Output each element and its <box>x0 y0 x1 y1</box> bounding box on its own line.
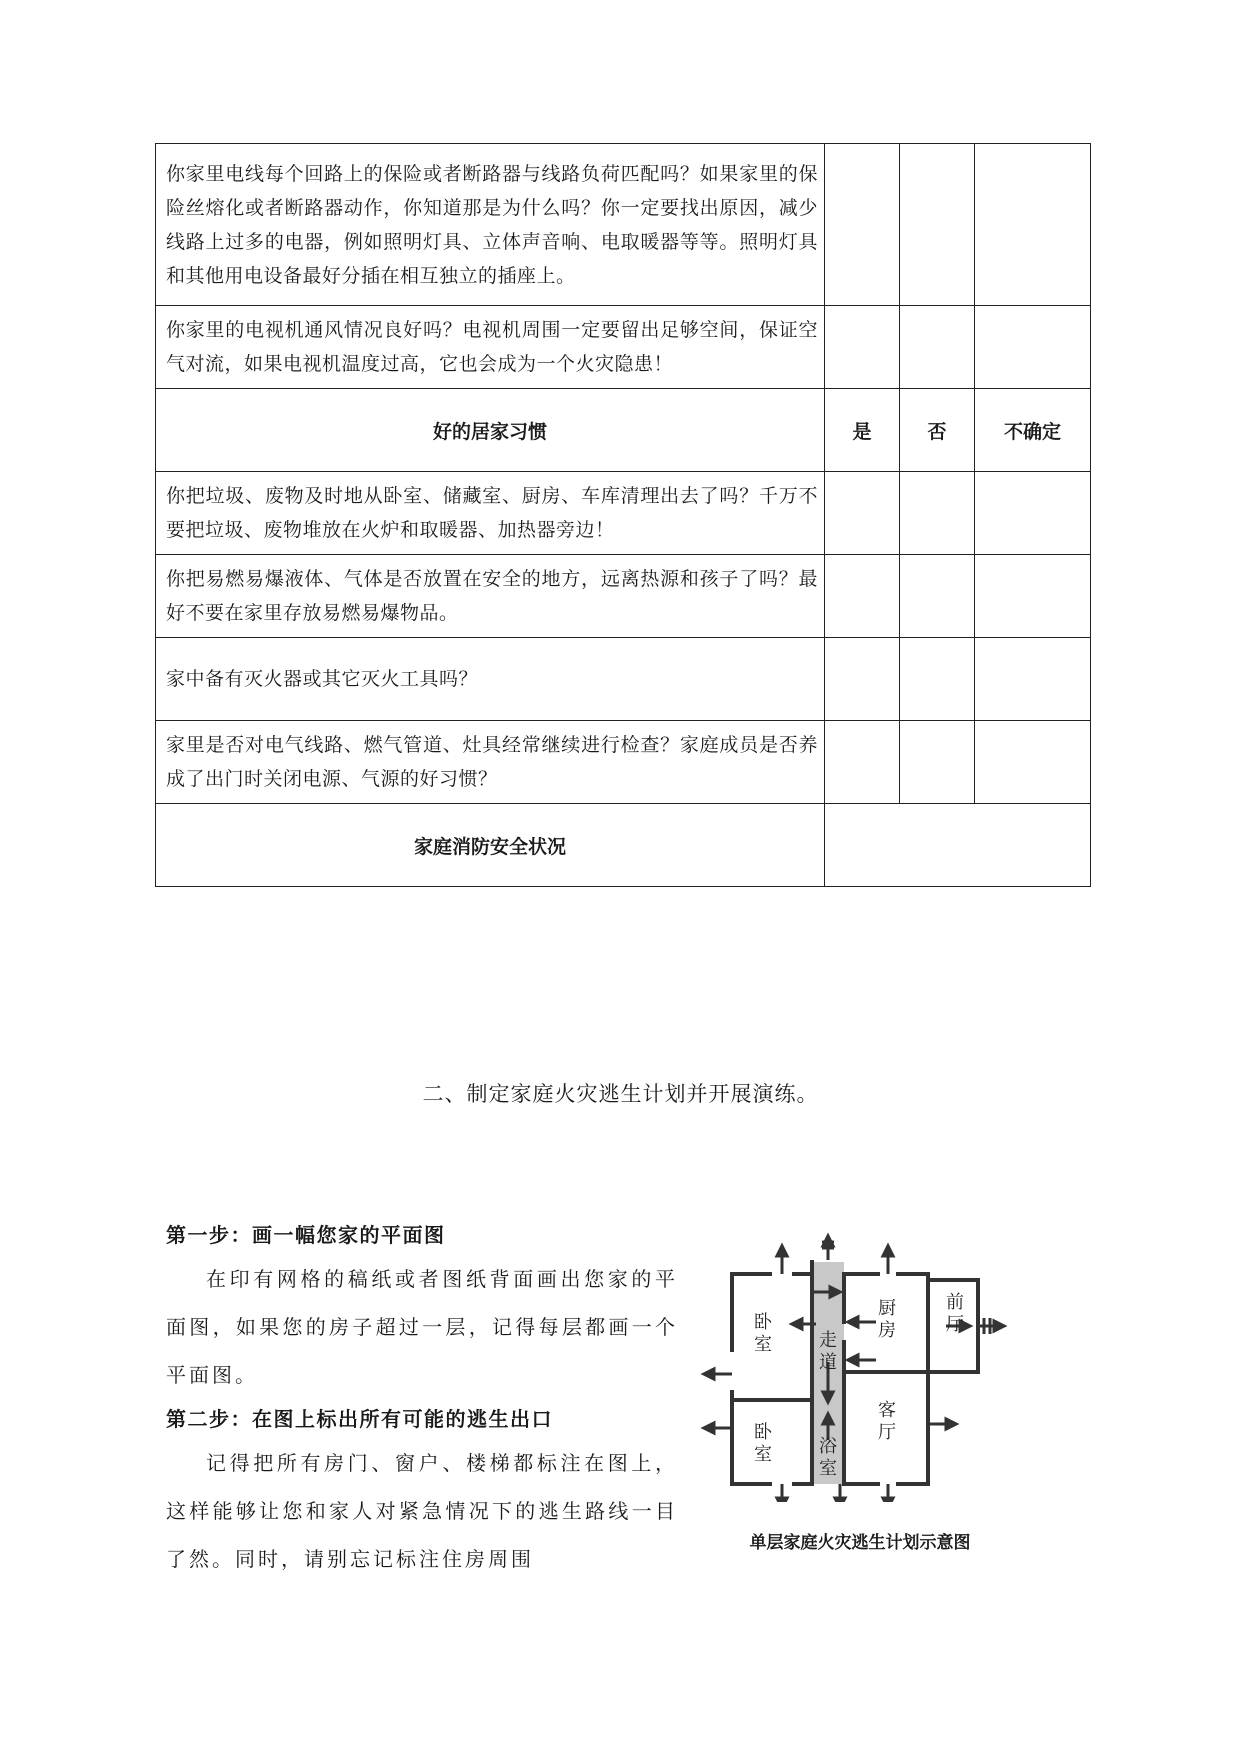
question-cell: 家里是否对电气线路、燃气管道、灶具经常继续进行检查？家庭成员是否养成了出门时关闭电源、气源的好习惯？ <box>156 721 825 804</box>
answer-cell-yes[interactable] <box>825 306 900 389</box>
room-label-bathroom: 浴室 <box>819 1436 837 1479</box>
steps-text-block <box>166 1215 678 1583</box>
section-title: 二、制定家庭火灾逃生计划并开展演练。 <box>422 1082 819 1106</box>
answer-cell-unsure[interactable] <box>975 306 1091 389</box>
table-row <box>156 144 1091 306</box>
table-row <box>156 555 1091 638</box>
room-label-living-room: 客厅 <box>878 1400 896 1443</box>
answer-cell-no[interactable] <box>900 144 975 306</box>
column-header-no: 否 <box>900 389 975 472</box>
answer-cell-yes[interactable] <box>825 144 900 306</box>
room-label-kitchen: 厨房 <box>878 1298 896 1341</box>
step-2-body: 记得把所有房门、窗户、楼梯都标注在图上，这样能够让您和家人对紧急情况下的逃生路线一目了然。同时，请别忘记标注住房周围 <box>166 1451 678 1571</box>
room-label-bedroom-2: 卧室 <box>754 1422 772 1465</box>
step-2-title: 第二步：在图上标出所有可能的逃生出口 <box>166 1407 553 1431</box>
answer-cell-no[interactable] <box>900 721 975 804</box>
answer-cell-unsure[interactable] <box>975 144 1091 306</box>
question-cell: 你把易燃易爆液体、气体是否放置在安全的地方，远离热源和孩子了吗？最好不要在家里存放易燃易爆物品。 <box>156 555 825 638</box>
table-header-row <box>156 389 1091 472</box>
column-header-unsure: 不确定 <box>975 389 1091 472</box>
table-row <box>156 721 1091 804</box>
question-cell: 你把垃圾、废物及时地从卧室、储藏室、厨房、车库清理出去了吗？千万不要把垃圾、废物堆放在火炉和取暖器、加热器旁边！ <box>156 472 825 555</box>
diagram-caption: 单层家庭火灾逃生计划示意图 <box>749 1533 971 1553</box>
answer-cell-no[interactable] <box>900 638 975 721</box>
table-row <box>156 306 1091 389</box>
table-footer-row <box>156 804 1091 887</box>
table-row <box>156 638 1091 721</box>
answer-cell-unsure[interactable] <box>975 638 1091 721</box>
step-1-body: 在印有网格的稿纸或者图纸背面画出您家的平面图，如果您的房子超过一层，记得每层都画一个平面图。 <box>166 1267 678 1387</box>
column-header-yes: 是 <box>825 389 900 472</box>
answer-cell-yes[interactable] <box>825 555 900 638</box>
answer-cell-unsure[interactable] <box>975 555 1091 638</box>
answer-cell-yes[interactable] <box>825 638 900 721</box>
step-1-title: 第一步：画一幅您家的平面图 <box>166 1223 446 1247</box>
escape-plan-diagram <box>700 1232 1020 1502</box>
answer-cell-unsure[interactable] <box>975 472 1091 555</box>
room-label-front-hall: 前厅 <box>946 1292 964 1335</box>
answer-cell-no[interactable] <box>900 306 975 389</box>
question-cell: 你家里电线每个回路上的保险或者断路器与线路负荷匹配吗？如果家里的保险丝熔化或者断路器动作，你知道那是为什么吗？你一定要找出原因，减少线路上过多的电器，例如照明灯具、立体声音响、电取暖器等等。照明灯具和其他用电设备最好分插在相互独立的插座上。 <box>156 144 825 306</box>
fire-safety-checklist-table <box>155 143 1091 887</box>
answer-cell-unsure[interactable] <box>975 721 1091 804</box>
answer-cell-yes[interactable] <box>825 472 900 555</box>
answer-cell-no[interactable] <box>900 555 975 638</box>
room-label-bedroom-1: 卧室 <box>754 1312 772 1355</box>
question-cell: 你家里的电视机通风情况良好吗？电视机周围一定要留出足够空间，保证空气对流，如果电视机温度过高，它也会成为一个火灾隐患！ <box>156 306 825 389</box>
room-label-corridor: 走道 <box>819 1330 837 1373</box>
table-row <box>156 472 1091 555</box>
question-cell: 家中备有灭火器或其它灭火工具吗？ <box>156 638 825 721</box>
answer-cell-yes[interactable] <box>825 721 900 804</box>
section-header-good-habits: 好的居家习惯 <box>156 389 825 472</box>
floor-plan-svg <box>700 1232 1020 1502</box>
answer-cell-no[interactable] <box>900 472 975 555</box>
safety-status-label: 家庭消防安全状况 <box>156 804 825 887</box>
safety-status-value-cell[interactable] <box>825 804 1091 887</box>
